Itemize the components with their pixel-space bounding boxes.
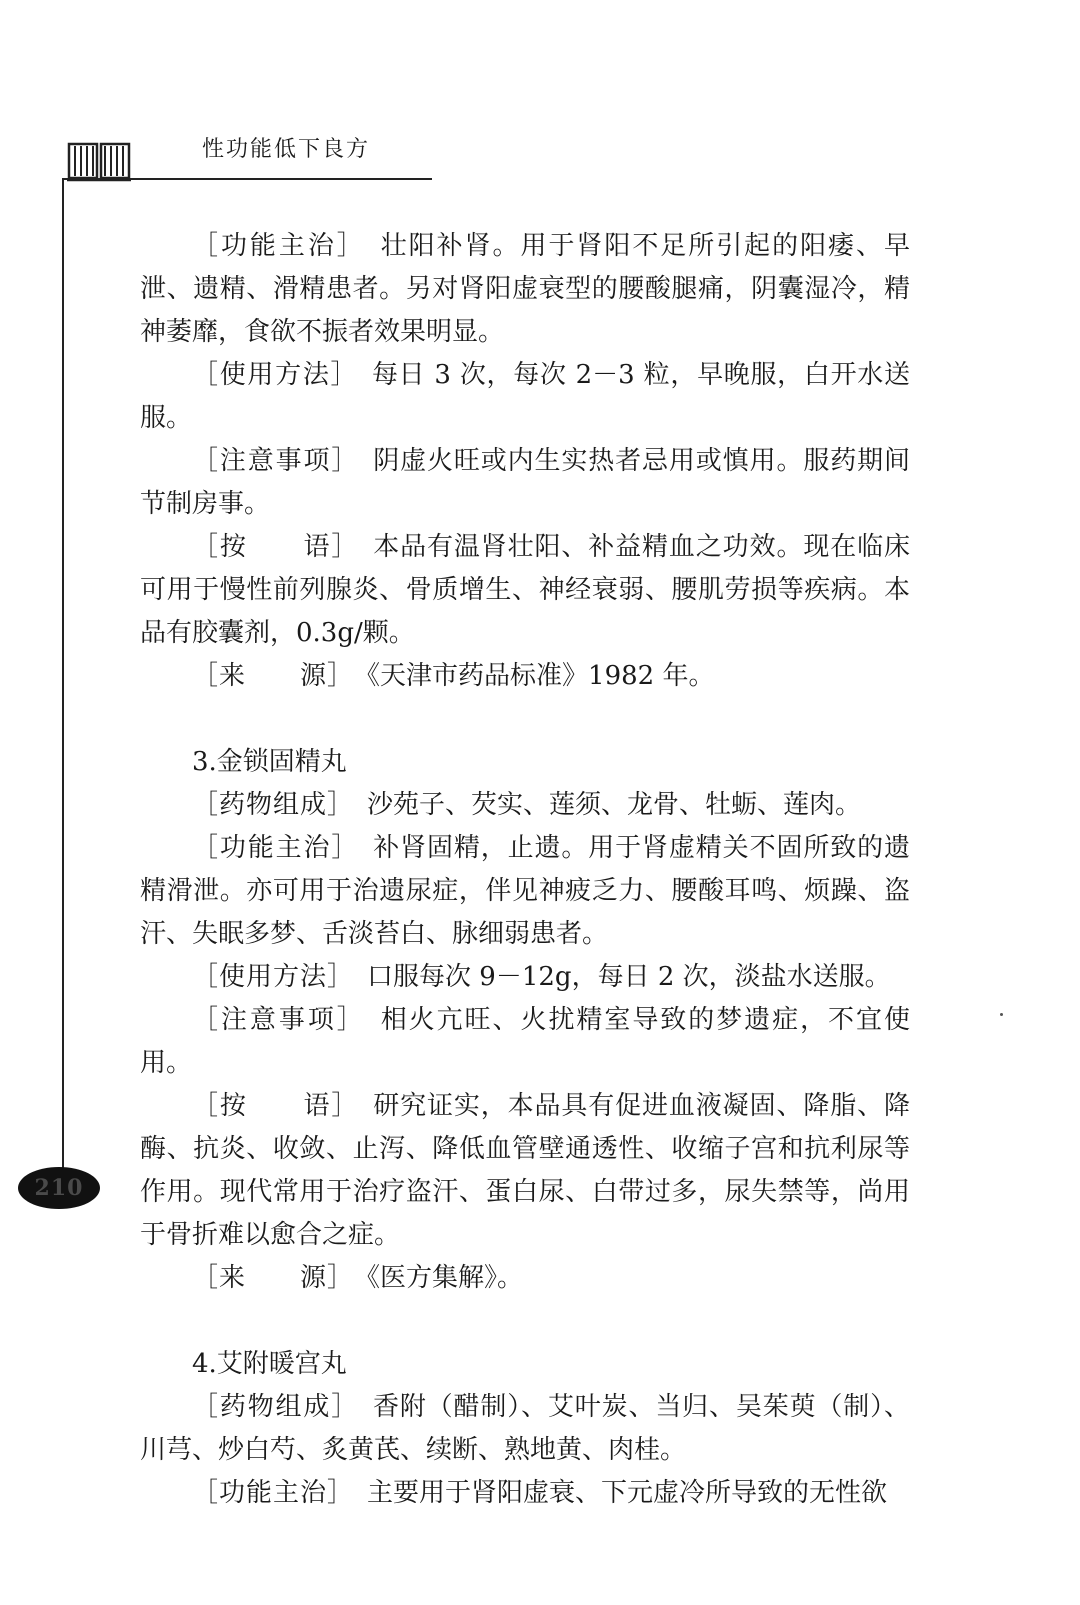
label-spacer <box>346 1091 373 1121</box>
entry-label: ［药物组成］ <box>192 1392 347 1422</box>
label-spacer <box>341 790 367 820</box>
entry-text: 相火亢旺、火扰精室导致的梦遗症，不宜使用。 <box>140 1005 910 1078</box>
label-spacer <box>353 231 381 261</box>
section-gap <box>140 1300 910 1343</box>
entry-label: ［药物组成］ <box>192 790 342 820</box>
entry-text: 《医方集解》。 <box>367 1263 524 1293</box>
entry-label: ［功能主治］ <box>192 833 347 863</box>
entry-text: 主要用于肾阳虚衰、下元虚冷所导致的无性欲 <box>367 1478 888 1508</box>
section-gap <box>140 698 910 741</box>
header-rule <box>62 178 432 180</box>
entry-paragraph <box>140 1085 910 1257</box>
section-title: 3.金锁固精丸 <box>192 747 347 777</box>
label-spacer <box>341 661 367 691</box>
entry-label: ［来 源］ <box>192 661 342 691</box>
label-spacer <box>341 962 367 992</box>
entry-paragraph <box>140 1386 910 1472</box>
entry-text: 每日 3 次，每次 2－3 粒，早晚服，白开水送服。 <box>140 360 910 433</box>
entry-label: ［注意事项］ <box>192 446 347 476</box>
page-body <box>140 225 910 1515</box>
page-number: 210 <box>18 1167 100 1209</box>
entry-text: 阴虚火旺或内生实热者忌用或慎用。服药期间节制房事。 <box>140 446 910 519</box>
entry-label: ［使用方法］ <box>192 360 346 390</box>
section-title: 4.艾附暖宫丸 <box>192 1349 347 1379</box>
entry-paragraph <box>140 225 910 354</box>
label-spacer <box>346 833 373 863</box>
entry-text: 《天津市药品标准》1982 年。 <box>367 661 715 691</box>
label-spacer <box>346 532 373 562</box>
entry-text: 壮阳补肾。用于肾阳不足所引起的阳痿、早泄、遗精、滑精患者。另对肾阳虚衰型的腰酸腿痛，阴囊湿冷，精神萎靡，食欲不振者效果明显。 <box>140 231 910 347</box>
scan-speck <box>1000 1013 1003 1016</box>
label-spacer <box>341 1478 367 1508</box>
margin-rule <box>62 180 64 1180</box>
entry-paragraph <box>140 827 910 956</box>
entry-label: ［来 源］ <box>192 1263 342 1293</box>
entry-paragraph <box>140 1257 910 1300</box>
entry-label: ［注意事项］ <box>192 1005 353 1035</box>
entry-label: ［按 语］ <box>192 1091 347 1121</box>
entry-text: 口服每次 9－12g，每日 2 次，淡盐水送服。 <box>367 962 891 992</box>
entry-paragraph <box>140 1472 910 1515</box>
entry-paragraph <box>140 999 910 1085</box>
entry-paragraph <box>140 784 910 827</box>
label-spacer <box>353 1005 381 1035</box>
entry-paragraph <box>140 655 910 698</box>
entry-text: 沙苑子、芡实、莲须、龙骨、牡蛎、莲肉。 <box>367 790 862 820</box>
entry-text: 本品有温肾壮阳、补益精血之功效。现在临床可用于慢性前列腺炎、骨质增生、神经衰弱、腰肌劳损等疾病。本品有胶囊剂，0.3g/颗。 <box>140 532 910 648</box>
entry-paragraph <box>140 354 910 440</box>
entry-text: 补肾固精，止遗。用于肾虚精关不固所致的遗精滑泄。亦可用于治遗尿症，伴见神疲乏力、腰酸耳鸣、烦躁、盗汗、失眠多梦、舌淡苔白、脉细弱患者。 <box>140 833 910 949</box>
label-spacer <box>346 446 373 476</box>
entry-label: ［功能主治］ <box>192 1478 342 1508</box>
running-title: 性功能低下良方 <box>202 137 371 162</box>
label-spacer <box>346 1392 373 1422</box>
entry-text: 研究证实，本品具有促进血液凝固、降脂、降酶、抗炎、收敛、止泻、降低血管壁通透性、收缩子宫和抗利尿等作用。现代常用于治疗盗汗、蛋白尿、白带过多，尿失禁等，尚用于骨折难以愈合之症。 <box>140 1091 910 1250</box>
open-book-icon <box>66 138 132 182</box>
entry-text: 香附（醋制）、艾叶炭、当归、吴茱萸（制）、川芎、炒白芍、炙黄芪、续断、熟地黄、肉桂。 <box>140 1392 910 1465</box>
entry-label: ［按 语］ <box>192 532 347 562</box>
entry-paragraph <box>140 956 910 999</box>
entry-label: ［使用方法］ <box>192 962 342 992</box>
entry-label: ［功能主治］ <box>192 231 353 261</box>
label-spacer <box>345 360 372 390</box>
label-spacer <box>341 1263 367 1293</box>
entry-paragraph <box>140 440 910 526</box>
entry-paragraph <box>140 526 910 655</box>
